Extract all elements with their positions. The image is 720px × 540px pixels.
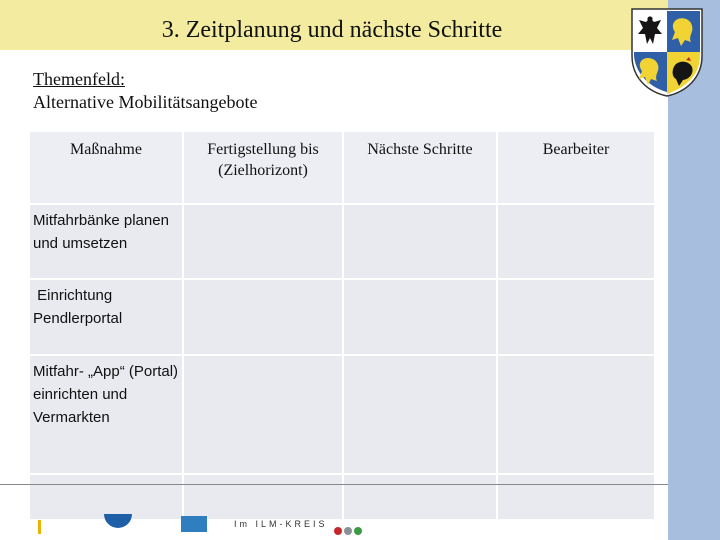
assignee-cell: [497, 474, 655, 520]
table-row: [29, 355, 655, 474]
column-header: Bearbeiter: [497, 131, 655, 204]
assignee-cell: [497, 204, 655, 279]
deadline-cell: [183, 204, 343, 279]
partner-logo: [38, 520, 41, 534]
topic-name: Alternative Mobilitätsangebote: [33, 92, 258, 112]
slide-title: 3. Zeitplanung und nächste Schritte: [161, 17, 503, 43]
next-steps-cell: [343, 204, 497, 279]
table-row: [29, 279, 655, 355]
partner-logo: [104, 514, 132, 528]
column-header: Maßnahme: [29, 131, 183, 204]
topic-heading: [33, 68, 257, 114]
deadline-cell: [183, 355, 343, 474]
table-header-row: [29, 131, 655, 204]
next-steps-cell: [343, 474, 497, 520]
footer-divider: [0, 484, 668, 485]
column-header: Fertigstellung bis (Zielhorizont): [183, 131, 343, 204]
footer-dots: [334, 522, 364, 540]
column-header: Nächste Schritte: [343, 131, 497, 204]
footer-dot: [334, 527, 342, 535]
measure-cell: Mitfahr- „App“ (Portal) einrichten und Vermarkten: [29, 355, 183, 474]
footer-dot: [354, 527, 362, 535]
deadline-cell: [183, 474, 343, 520]
assignee-cell: [497, 279, 655, 355]
footer-dot: [344, 527, 352, 535]
footer-brand: Im ILM-KREIS: [234, 519, 328, 529]
measure-cell: Einrichtung Pendlerportal: [29, 279, 183, 355]
schedule-table: [28, 130, 656, 521]
partner-logo: [181, 516, 207, 532]
topic-label: Themenfeld:: [33, 69, 125, 89]
next-steps-cell: [343, 279, 497, 355]
coat-of-arms-icon: [628, 6, 706, 98]
table-row: [29, 204, 655, 279]
measure-cell: Mitfahrbänke planen und umsetzen: [29, 204, 183, 279]
assignee-cell: [497, 355, 655, 474]
next-steps-cell: [343, 355, 497, 474]
deadline-cell: [183, 279, 343, 355]
